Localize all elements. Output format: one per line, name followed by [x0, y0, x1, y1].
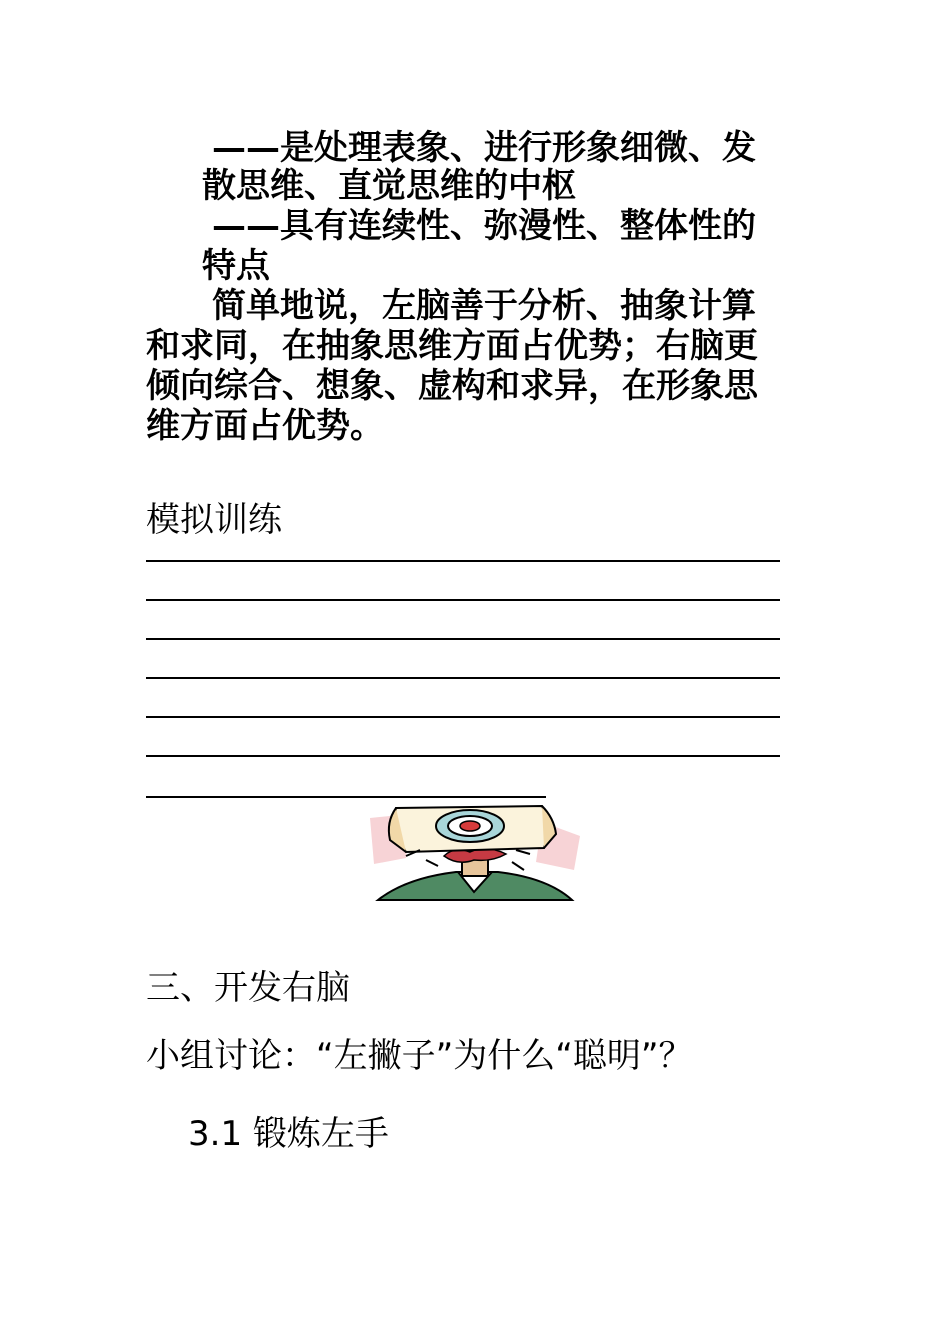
paragraph-line: 散思维、直觉思维的中枢	[202, 166, 576, 206]
answer-line	[146, 638, 780, 640]
paragraph-line: 特点	[202, 246, 270, 286]
answer-line	[146, 560, 780, 562]
target-head-clipart-icon	[366, 800, 584, 904]
subsection-heading: 3.1 锻炼左手	[188, 1114, 389, 1154]
answer-line	[146, 599, 780, 601]
exercise-title: 模拟训练	[146, 500, 282, 540]
answer-line	[146, 796, 546, 798]
paragraph-line: 和求同，在抽象思维方面占优势；右脑更	[146, 326, 758, 366]
section-heading: 三、开发右脑	[146, 968, 350, 1008]
discussion-prompt: 小组讨论：“左撇子”为什么“聪明”？	[146, 1036, 693, 1076]
answer-line	[146, 716, 780, 718]
paragraph-line: 维方面占优势。	[146, 406, 384, 446]
paragraph-line: ——是处理表象、进行形象细微、发	[212, 128, 756, 168]
answer-line	[146, 755, 780, 757]
paragraph-line: 倾向综合、想象、虚构和求异，在形象思	[146, 366, 758, 406]
paragraph-line: ——具有连续性、弥漫性、整体性的	[212, 206, 756, 246]
answer-line	[146, 677, 780, 679]
paragraph-line: 简单地说，左脑善于分析、抽象计算	[212, 286, 756, 326]
